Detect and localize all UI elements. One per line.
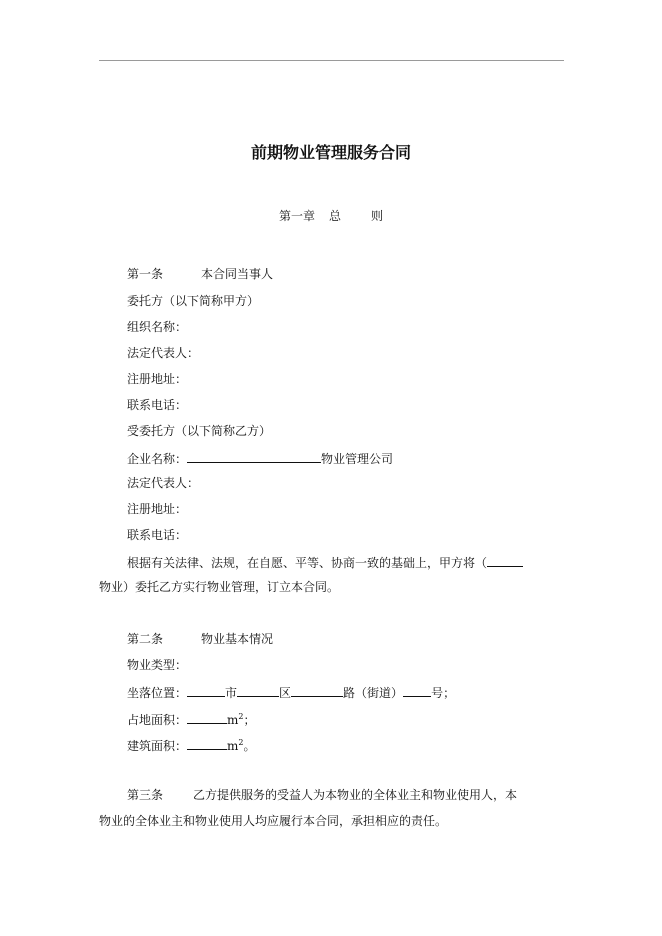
article1-para-line1 (127, 554, 523, 570)
district-blank[interactable] (237, 684, 279, 697)
article3-text-1: 乙方提供服务的受益人为本物业的全体业主和物业使用人，本 (193, 788, 518, 802)
chapter-heading (0, 207, 662, 224)
chapter-label: 第一章 (278, 209, 315, 223)
org-name-label: 组织名称： (127, 320, 188, 334)
header-rule (99, 60, 564, 61)
para-text-1: 根据有关法律、法规，在自愿、平等、协商一致的基础上，甲方将（ (127, 556, 488, 570)
company-suffix: 物业管理公司 (321, 452, 394, 466)
party-a-label: 委托方（以下简称甲方） (127, 294, 260, 308)
number-blank[interactable] (403, 684, 431, 697)
article1-title: 本合同当事人 (201, 267, 274, 281)
article3-number: 第三条 (127, 788, 164, 802)
build-area-row (127, 736, 256, 753)
document-title: 前期物业管理服务合同 (250, 143, 411, 162)
land-area-row (127, 710, 256, 727)
location-label: 坐落位置： (127, 686, 188, 700)
property-blank[interactable] (487, 554, 523, 567)
article1-para-line2: 物业）委托乙方实行物业管理，订立本合同。 (99, 580, 340, 594)
build-area-blank[interactable] (187, 737, 227, 750)
land-unit: m (227, 713, 239, 727)
road-blank[interactable] (291, 684, 343, 697)
company-name-label: 企业名称： (127, 452, 188, 466)
build-unit: m (227, 739, 239, 753)
city-label: 市 (225, 686, 238, 700)
phone-a-label: 联系电话： (127, 398, 188, 412)
build-unit-exponent: 2 (238, 738, 244, 747)
legal-rep-b-label: 法定代表人： (127, 476, 200, 490)
article1-heading (127, 267, 273, 281)
build-area-label: 建筑面积： (127, 739, 188, 753)
property-type-label: 物业类型： (127, 658, 188, 672)
land-unit-exponent: 2 (238, 712, 244, 721)
land-area-blank[interactable] (187, 711, 227, 724)
land-area-label: 占地面积： (127, 713, 188, 727)
legal-rep-a-label: 法定代表人： (127, 346, 200, 360)
build-end: 。 (243, 739, 256, 753)
article3-line1 (127, 788, 517, 802)
district-label: 区 (279, 686, 292, 700)
company-name-row (127, 450, 393, 466)
chapter-name-2: 则 (371, 209, 384, 223)
city-blank[interactable] (187, 684, 225, 697)
article2-number: 第二条 (127, 632, 164, 646)
land-end: ； (243, 713, 256, 727)
article1-number: 第一条 (127, 267, 164, 281)
chapter-name-1: 总 (328, 209, 341, 223)
article2-title: 物业基本情况 (201, 632, 274, 646)
phone-b-label: 联系电话： (127, 528, 188, 542)
reg-addr-b-label: 注册地址： (127, 502, 188, 516)
company-name-blank[interactable] (187, 450, 321, 463)
article3-line2: 物业的全体业主和物业使用人均应履行本合同，承担相应的责任。 (99, 814, 448, 828)
party-b-label: 受委托方（以下简称乙方） (127, 424, 272, 438)
number-label: 号； (431, 686, 456, 700)
location-row (127, 684, 455, 700)
reg-addr-a-label: 注册地址： (127, 372, 188, 386)
article2-heading (127, 632, 273, 646)
road-label: 路（街道） (343, 686, 404, 700)
